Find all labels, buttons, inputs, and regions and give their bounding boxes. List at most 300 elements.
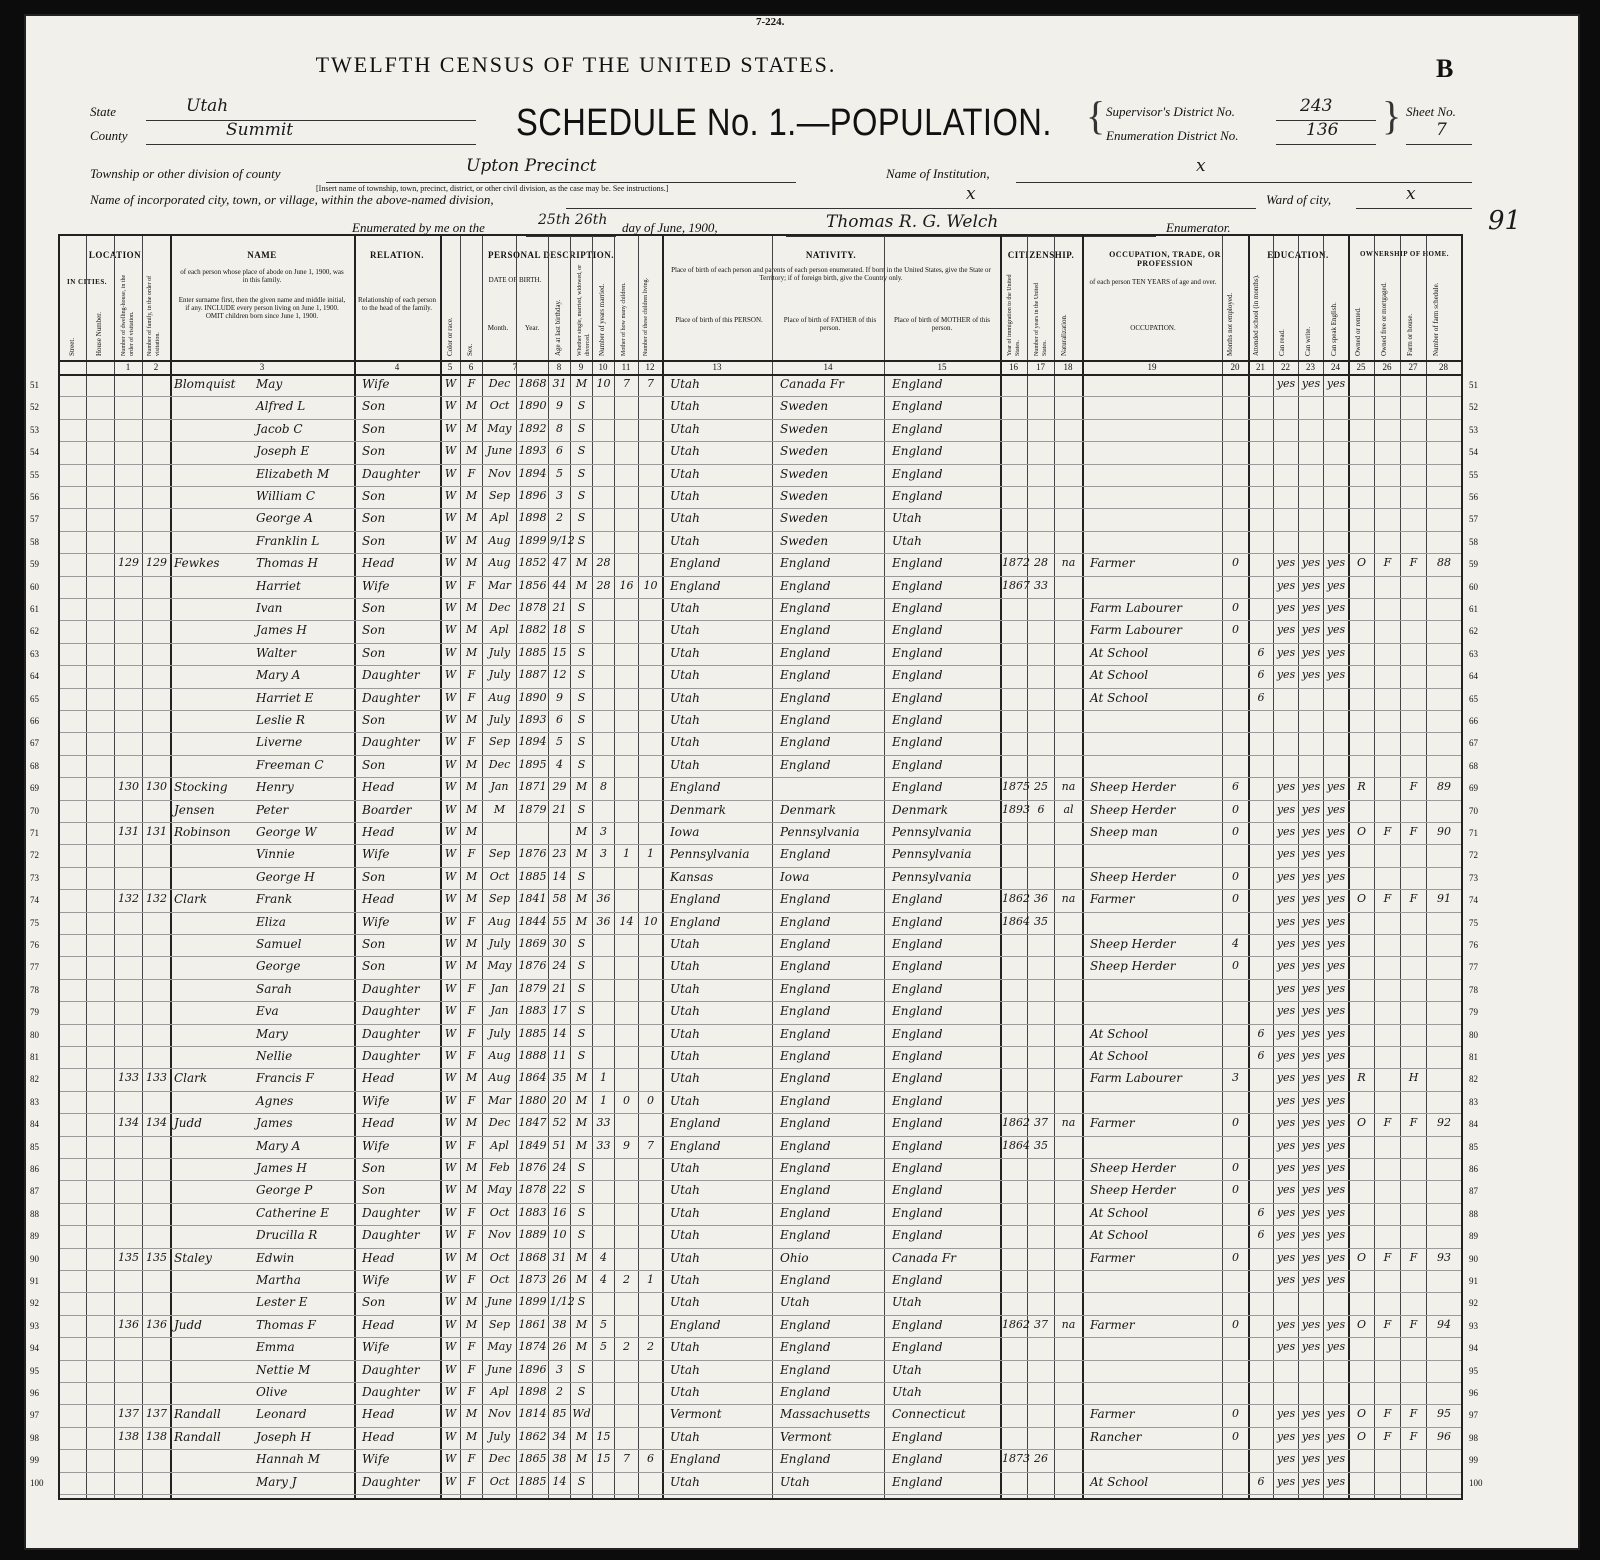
cell-ch: 10 [643, 914, 658, 928]
institution-label: Name of Institution, [886, 166, 990, 181]
given-name: Sarah [256, 981, 292, 996]
sheet-letter: B [1436, 54, 1454, 83]
cell-sex: M [465, 511, 478, 525]
cell-en: yes [1326, 1228, 1346, 1242]
row-number-left: 77 [30, 962, 39, 973]
cell-ch: 0 [647, 1093, 654, 1107]
cell-age: 14 [552, 869, 567, 883]
cell-fpob: England [780, 601, 831, 615]
cell-dw: 133 [118, 1071, 139, 1085]
cell-rel: Son [362, 757, 386, 772]
cell-me: 0 [1232, 1116, 1239, 1130]
cell-en: yes [1326, 601, 1346, 614]
column-number: 14 [823, 362, 833, 372]
cell-mpob: England [892, 713, 943, 727]
cell-rel: Son [362, 511, 386, 526]
cell-fh: F [1409, 780, 1418, 794]
cell-age: 38 [552, 1452, 567, 1466]
given-name: James H [256, 623, 307, 638]
cell-pob: Utah [670, 1026, 700, 1041]
cell-dw: 138 [118, 1429, 139, 1443]
cell-en: yes [1326, 1183, 1346, 1197]
cell-fpob: Utah [780, 1295, 810, 1310]
cell-age: 18 [552, 623, 567, 637]
person-name [174, 803, 350, 817]
dwelling-no-label: Number of dwelling-house, in the order of visitation. [121, 274, 135, 356]
cell-color: W [444, 377, 457, 390]
cell-en: yes [1326, 1004, 1346, 1018]
person-name [174, 847, 350, 861]
cell-rd: yes [1276, 1250, 1296, 1264]
state-value: Utah [186, 96, 229, 116]
years-us-label: Number of years in the United States. [1034, 282, 1048, 356]
cell-age: 23 [552, 847, 567, 861]
cell-year: 1852 [518, 556, 547, 570]
cell-ch: 10 [643, 578, 658, 592]
cell-rel: Head [362, 1250, 395, 1265]
cell-month: May [487, 1340, 512, 1354]
cell-en: yes [1326, 914, 1346, 928]
cell-age: 58 [552, 892, 567, 906]
cell-pob: England [670, 556, 721, 571]
cell-age: 6 [556, 713, 563, 726]
cell-mar: S [577, 1049, 586, 1062]
cell-pob: Utah [670, 444, 700, 459]
owned-rented-label: Owned or rented. [1354, 307, 1362, 356]
cell-rel: Son [362, 623, 386, 638]
cell-sex: F [467, 1385, 476, 1398]
cell-sex: M [465, 825, 478, 838]
cell-color: W [444, 1362, 457, 1376]
cell-fam: 134 [146, 1116, 167, 1130]
section-relation: RELATION. [369, 250, 425, 260]
cell-wr: yes [1301, 556, 1321, 570]
cell-fpob: England [780, 1317, 831, 1332]
cell-pob: Utah [670, 981, 700, 996]
person-name [174, 377, 350, 391]
cell-mpob: England [892, 466, 943, 481]
cell-year: 1885 [518, 869, 547, 883]
cell-imm: 1873 [1002, 1452, 1030, 1466]
cell-month: July [488, 937, 511, 950]
cell-ym: 10 [596, 377, 611, 390]
cell-month: May [487, 1183, 512, 1197]
cell-color: W [444, 1093, 457, 1107]
cell-en: yes [1326, 1474, 1346, 1488]
cell-mar: S [577, 1026, 586, 1040]
cell-rel: Wife [362, 1452, 390, 1467]
cell-or: O [1356, 1116, 1367, 1130]
cell-pob: England [670, 1138, 721, 1153]
column-number: 17 [1036, 362, 1045, 372]
cell-sex: F [467, 1452, 476, 1466]
row-number-right: 80 [1469, 1029, 1478, 1040]
cell-fam: 137 [146, 1407, 167, 1421]
column-number: 6 [468, 362, 474, 372]
row-number-right: 63 [1469, 648, 1478, 659]
cell-fpob: England [780, 1161, 831, 1175]
cell-pob: Utah [670, 377, 700, 391]
color-label: Color or race. [446, 317, 454, 356]
column-number: 4 [394, 362, 400, 372]
cell-wr: yes [1301, 802, 1321, 816]
cell-mpob: England [892, 937, 943, 951]
cell-en: yes [1326, 578, 1346, 592]
cell-sex: M [465, 623, 478, 637]
cell-en: yes [1326, 1340, 1346, 1354]
person-name [174, 646, 350, 660]
cell-month: Dec [488, 601, 511, 614]
cell-occ: Farm Labourer [1090, 623, 1182, 638]
cell-mar: Wd [572, 1407, 591, 1421]
cell-sex: M [465, 399, 478, 413]
cell-wr: yes [1301, 578, 1321, 592]
cell-imm: 1875 [1002, 780, 1030, 794]
cell-color: W [444, 914, 457, 928]
row-number-left: 97 [30, 1410, 39, 1421]
cell-age: 26 [552, 1340, 567, 1354]
cell-year: 1895 [518, 757, 547, 771]
cell-fpob: Sweden [780, 511, 829, 526]
cell-color: W [444, 1452, 457, 1466]
cell-year: 1873 [518, 1273, 547, 1286]
cell-dw: 129 [118, 556, 139, 570]
row-line [60, 934, 1461, 935]
cell-or: O [1356, 1250, 1367, 1264]
cell-occ: At School [1090, 1228, 1149, 1243]
cell-ym: 3 [600, 847, 607, 861]
cell-rd: yes [1276, 1004, 1296, 1018]
cell-en: yes [1326, 825, 1346, 838]
person-name [174, 1004, 350, 1018]
cell-wr: yes [1301, 623, 1321, 637]
cell-fs: 92 [1437, 1116, 1451, 1130]
cell-year: 1896 [518, 1362, 547, 1376]
cell-mpob: Pennsylvania [892, 847, 972, 862]
cell-wr: yes [1301, 869, 1321, 883]
cell-mpob: England [892, 892, 943, 907]
marital-label: Whether single, married, widowed, or divorced. [577, 264, 591, 356]
surname: Randall [174, 1429, 221, 1444]
row-line [60, 1472, 1461, 1473]
given-name: Peter [256, 802, 289, 817]
cell-mo: 2 [623, 1273, 630, 1286]
cell-color: W [444, 981, 457, 995]
row-number-right: 93 [1469, 1320, 1478, 1331]
cell-sex: F [467, 1049, 476, 1062]
row-line [60, 1001, 1461, 1002]
given-name: Mary A [256, 668, 301, 683]
cell-year: 1814 [518, 1407, 547, 1421]
cell-rel: Son [362, 421, 386, 436]
person-name [174, 601, 350, 615]
cell-yrs: 35 [1034, 914, 1048, 928]
column-number: 24 [1331, 362, 1340, 372]
cell-rel: Son [362, 533, 386, 548]
person-name [174, 1071, 350, 1085]
cell-wr: yes [1301, 1407, 1321, 1421]
cell-en: yes [1326, 556, 1346, 570]
given-name: Thomas F [256, 1317, 316, 1332]
date-of-birth-label: DATE OF BIRTH. [488, 276, 542, 284]
cell-month: Apl [490, 511, 509, 525]
cell-pob: Utah [670, 601, 700, 615]
cell-me: 0 [1232, 556, 1239, 570]
cell-fam: 135 [146, 1250, 167, 1264]
cell-color: W [444, 937, 457, 950]
cell-ch: 1 [647, 1273, 654, 1286]
cell-mar: S [577, 959, 586, 973]
cell-color: W [444, 1295, 457, 1309]
cell-mpob: England [892, 735, 943, 750]
cell-color: W [444, 601, 457, 614]
cell-sex: M [465, 757, 478, 771]
row-number-right: 100 [1469, 1477, 1483, 1488]
cell-age: 14 [552, 1474, 567, 1488]
cell-me: 0 [1232, 623, 1239, 637]
cell-rel: Daughter [362, 1474, 420, 1489]
cell-dw: 135 [118, 1250, 139, 1264]
cell-rd: yes [1276, 645, 1296, 659]
cell-rel: Daughter [362, 1026, 420, 1041]
person-name [174, 825, 350, 839]
row-number-left: 79 [30, 1007, 39, 1018]
row-number-left: 76 [30, 940, 39, 950]
cell-en: yes [1326, 1317, 1346, 1331]
cell-color: W [444, 802, 457, 816]
cell-sex: M [465, 1071, 478, 1085]
cell-year: 1890 [518, 690, 547, 704]
cell-occ: At School [1090, 690, 1149, 705]
cell-pob: Utah [670, 1093, 700, 1108]
given-name: Leslie R [256, 713, 305, 727]
given-name: Martha [256, 1273, 301, 1287]
population-table [30, 234, 1483, 1500]
cell-wr: yes [1301, 937, 1321, 950]
cell-wr: yes [1301, 601, 1321, 614]
cell-fpob: England [780, 1183, 831, 1198]
cell-yrs: 25 [1034, 780, 1048, 794]
surname: Blomquist [174, 377, 236, 391]
cell-sex: F [467, 981, 476, 995]
cell-fpob: England [780, 892, 831, 907]
cell-year: 1878 [518, 601, 547, 614]
cell-month: Dec [488, 377, 511, 390]
row-number-right: 77 [1469, 962, 1478, 973]
cell-fpob: Iowa [780, 869, 810, 884]
given-name: Eliza [256, 914, 286, 929]
cell-pob: Utah [670, 1183, 700, 1198]
cell-mar: S [577, 1362, 586, 1376]
cell-mar: S [577, 757, 586, 771]
cell-en: yes [1326, 959, 1346, 973]
row-number-left: 100 [30, 1477, 44, 1488]
cell-sex: F [467, 1138, 476, 1152]
row-line [60, 396, 1461, 397]
cell-nat: na [1061, 1116, 1076, 1130]
row-number-left: 85 [30, 1141, 39, 1152]
township-value: Upton Precinct [466, 156, 597, 176]
cell-mar: S [577, 623, 586, 637]
cell-pob: Utah [670, 1049, 700, 1063]
cell-rel: Son [362, 1161, 386, 1175]
cell-mar: S [577, 511, 586, 525]
cell-dw: 130 [118, 780, 139, 794]
month-label: Month. [487, 324, 509, 332]
cell-mar: S [577, 735, 586, 749]
cell-mar: M [575, 377, 588, 390]
cell-mpob: England [892, 1161, 943, 1175]
person-name [174, 915, 350, 929]
house-number-label: House Number. [95, 312, 103, 356]
person-name [174, 892, 350, 906]
cell-wr: yes [1301, 377, 1321, 390]
cell-year: 1896 [518, 489, 547, 502]
cell-fs: 88 [1437, 556, 1451, 570]
row-number-right: 99 [1469, 1455, 1478, 1466]
cell-of: F [1383, 556, 1392, 570]
cell-mpob: Utah [892, 511, 922, 526]
given-name: Ivan [256, 601, 283, 615]
cell-mpob: Denmark [892, 802, 948, 817]
farm-house-label: Farm or house. [1406, 313, 1414, 356]
cell-rd: yes [1276, 623, 1296, 637]
cell-nat: na [1061, 892, 1076, 906]
row-number-right: 85 [1469, 1141, 1478, 1152]
cell-occ: At School [1090, 645, 1149, 660]
person-name [174, 1363, 350, 1377]
cell-rel: Head [362, 1407, 395, 1422]
cell-sex: F [467, 1228, 476, 1242]
row-number-left: 95 [30, 1365, 39, 1376]
row-number-right: 52 [1469, 402, 1478, 413]
row-number-right: 61 [1469, 604, 1478, 614]
cell-fam: 133 [146, 1071, 167, 1085]
occupation-description: of each person TEN YEARS of age and over. [1089, 278, 1217, 286]
cell-fam: 130 [146, 780, 167, 794]
cell-year: 1882 [518, 623, 547, 637]
cell-en: yes [1326, 802, 1346, 816]
cell-sch: 6 [1257, 645, 1265, 659]
row-number-left: 66 [30, 716, 39, 726]
cell-rel: Son [362, 713, 386, 727]
row-line [60, 1158, 1461, 1159]
cell-sex: M [465, 1317, 478, 1331]
row-number-right: 91 [1469, 1276, 1478, 1286]
cell-mpob: England [892, 1273, 943, 1287]
column-number: 15 [937, 362, 947, 372]
given-name: Mary [256, 1026, 288, 1041]
cell-rd: yes [1276, 1071, 1296, 1085]
row-number-left: 52 [30, 402, 39, 413]
cell-pob: Utah [670, 511, 700, 526]
cell-color: W [444, 489, 457, 502]
cell-month: Apl [490, 623, 509, 637]
cell-wr: yes [1301, 981, 1321, 995]
cell-wr: yes [1301, 1429, 1321, 1443]
cell-imm: 1862 [1002, 892, 1030, 906]
cell-month: Nov [488, 1407, 511, 1421]
cell-rel: Head [362, 1429, 395, 1444]
column-number: 10 [598, 362, 608, 372]
column-number: 20 [1230, 362, 1240, 372]
cell-occ: Sheep man [1090, 825, 1158, 839]
cell-ym: 33 [596, 1138, 611, 1152]
cell-mar: M [575, 1452, 588, 1466]
row-number-right: 88 [1469, 1208, 1478, 1219]
surname: Stocking [174, 780, 228, 795]
cell-fpob: Sweden [780, 533, 829, 548]
name-description: of each person whose place of abode on June 1, 1900, was in this family. [180, 268, 344, 284]
cell-sex: M [465, 444, 478, 458]
cell-of: F [1383, 1250, 1392, 1264]
row-number-right: 83 [1469, 1096, 1478, 1107]
given-name: George P [256, 1183, 313, 1198]
person-name [174, 511, 350, 525]
row-line [60, 1494, 1461, 1495]
cell-ym: 15 [596, 1429, 611, 1443]
cell-age: 24 [552, 959, 567, 973]
cell-color: W [444, 959, 457, 973]
cell-month: Nov [488, 466, 511, 480]
surname: Clark [174, 1071, 208, 1086]
cell-rel: Son [362, 601, 386, 615]
cell-of: F [1383, 1317, 1392, 1331]
person-name [174, 1116, 350, 1130]
section-occupation: OCCUPATION, TRADE, OR PROFESSION [1109, 250, 1221, 268]
cell-ym: 33 [596, 1116, 611, 1130]
page-mark: 91 [1488, 206, 1522, 236]
cell-color: W [444, 556, 457, 570]
row-line [60, 732, 1461, 733]
person-name [174, 1139, 350, 1153]
given-name: Henry [256, 780, 294, 795]
cell-occ: Farmer [1090, 892, 1135, 907]
cell-month: July [488, 645, 511, 659]
cell-mpob: England [892, 1183, 943, 1198]
row-line [60, 1046, 1461, 1047]
section-education: EDUCATION. [1267, 250, 1329, 260]
cell-pob: England [670, 780, 721, 795]
cell-mar: S [577, 466, 586, 480]
cell-imm: 1862 [1002, 1317, 1030, 1331]
row-number-left: 63 [30, 648, 39, 659]
cell-rd: yes [1276, 1161, 1296, 1174]
cell-mpob: Connecticut [892, 1407, 966, 1422]
given-name: Alfred L [256, 399, 306, 414]
given-name: Thomas H [256, 556, 318, 571]
row-number-right: 62 [1469, 626, 1478, 637]
cell-rel: Wife [362, 847, 390, 862]
cell-month: Aug [488, 533, 511, 547]
cell-mpob: England [892, 578, 943, 593]
cell-age: 6 [556, 444, 563, 458]
row-number-right: 51 [1469, 380, 1478, 390]
section-nativity: NATIVITY. [805, 250, 857, 260]
column-number: 16 [1009, 362, 1018, 372]
enumerator-label: Enumerator. [1166, 220, 1231, 235]
column-number: 2 [153, 362, 159, 372]
row-number-right: 53 [1469, 424, 1478, 435]
cell-ym: 5 [600, 1340, 607, 1354]
given-name: Francis F [256, 1071, 314, 1086]
cell-wr: yes [1301, 1228, 1321, 1242]
cell-month: July [488, 713, 511, 726]
surname: Randall [174, 1407, 221, 1422]
cell-mar: M [575, 578, 588, 592]
cell-fpob: England [780, 1138, 831, 1153]
cell-mar: M [575, 1071, 588, 1085]
